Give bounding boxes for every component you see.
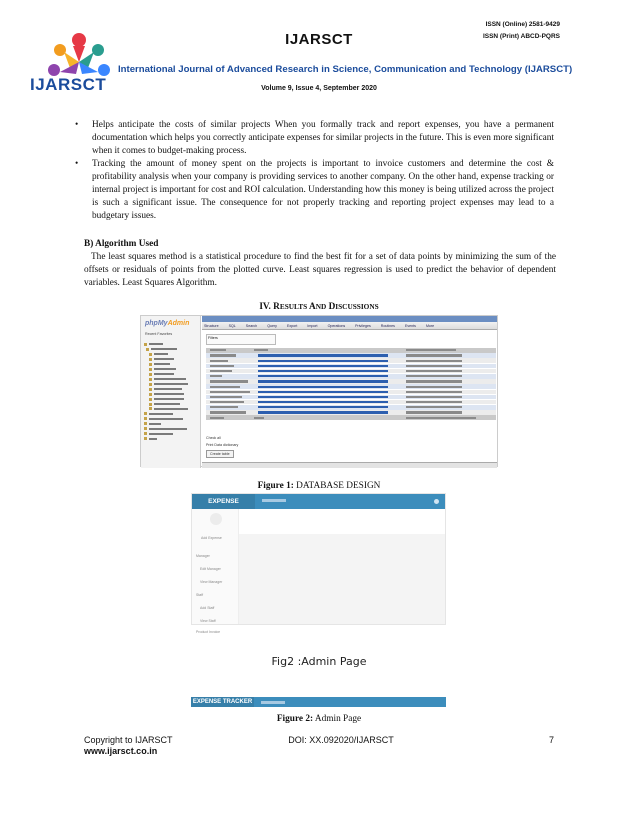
table-row[interactable]	[206, 364, 496, 369]
menu-toggle[interactable]	[261, 701, 285, 704]
table-row	[206, 415, 496, 420]
profile-avatar	[210, 513, 222, 525]
pma-table-list	[206, 348, 496, 421]
section-heading-algorithm: B) Algorithm Used	[84, 239, 159, 249]
sidebar-item-product-invoice[interactable]: Product Invoice	[196, 630, 221, 634]
pma-bottom-actions	[206, 436, 326, 461]
pma-sidebar	[141, 316, 201, 468]
tab-export[interactable]: Export	[286, 324, 298, 328]
pma-db-tree	[144, 342, 200, 442]
table-row[interactable]	[206, 379, 496, 384]
user-avatar-icon[interactable]	[434, 499, 439, 504]
footer-copyright: Copyright to IJARSCT	[84, 735, 173, 745]
expense-tracker-topbar	[192, 494, 445, 509]
figure-2-caption: Figure 2: Admin Page	[276, 714, 362, 724]
footer-doi: DOI: XX.092020/IJARSCT	[288, 735, 394, 745]
pma-main-panel	[202, 316, 497, 468]
sidebar-item-add-expense[interactable]: Add Expense	[201, 536, 222, 540]
tab-import[interactable]: Import	[307, 324, 318, 328]
tab-query[interactable]: Query	[267, 324, 277, 328]
tab-privileges[interactable]: Privileges	[355, 324, 371, 328]
section-paragraph-algorithm: The least squares method is a statistical procedure to find the best fit for a set of data points by minimizing the sum of the offsets or residuals of points from the plotted curve. Least squares regression is used to predict the behavior of dependent variables. Least Squares Algorithm.	[84, 252, 556, 288]
sidebar-item-manager[interactable]: Manager	[196, 554, 210, 558]
figure-2-inline-label: Fig2 :Admin Page	[271, 655, 367, 668]
bullet-item: • Tracking the amount of money spent on the projects is important to invoice customers and determine the cost & profitability analysis when your company is providing services to another company. On the other hand, expense tracking or internal project is important for cost and ROI calculation. Understanding how this money is being utilized across the project is such a significant issue. The consequence for not properly tracking and reporting project expenses may lead to a budgetary issues.	[75, 159, 554, 221]
print-links[interactable]: Print Data dictionary	[206, 443, 239, 447]
figure-1-caption: Figure 1: DATABASE DESIGN	[257, 481, 381, 491]
sidebar-item-view-manager[interactable]: View Manager	[200, 580, 223, 584]
section-heading-results: IV. RESULTS AND DISCUSSIONS	[259, 302, 379, 312]
tab-operations[interactable]: Operations	[327, 324, 346, 328]
tab-more[interactable]: More	[425, 324, 435, 328]
logo-wordmark: IJARSCT	[30, 75, 107, 94]
table-row[interactable]	[206, 405, 496, 410]
pma-recent-favorites: Recent Favorites	[145, 332, 173, 336]
sidebar-item-staff[interactable]: Staff	[196, 593, 204, 597]
bullet-dot-icon: •	[75, 120, 79, 130]
bullet-item: • Helps anticipate the costs of similar projects When you formally track and report expenses, you have a permanent documentation which helps you correctly anticipate expenses for similar projects in the future. This is even more significant when it comes to budget-making process.	[75, 120, 554, 156]
footer-website-link[interactable]: www.ijarsct.co.in	[84, 746, 158, 756]
table-row[interactable]	[206, 384, 496, 389]
sidebar-item-edit-manager[interactable]: Edit Manager	[200, 567, 221, 571]
check-all-link[interactable]: Check all	[206, 436, 221, 440]
tab-search[interactable]: Search	[245, 324, 258, 328]
issn-print: ISSN (Print) ABCD-PQRS	[482, 33, 560, 40]
sidebar-item-view-staff[interactable]: View Staff	[200, 619, 216, 623]
tab-events[interactable]: Events	[404, 324, 416, 328]
figure-admin-page-topbar-strip	[191, 697, 446, 707]
table-row[interactable]	[206, 410, 496, 415]
table-row[interactable]	[206, 395, 496, 400]
sidebar-item-add-staff[interactable]: Add Staff	[200, 606, 215, 610]
menu-toggle[interactable]	[262, 499, 286, 502]
pma-tab-bar	[202, 322, 497, 330]
expense-tracker-brand[interactable]: EXPENSE TRACKER	[192, 699, 253, 705]
table-row[interactable]	[206, 369, 496, 374]
tab-sql[interactable]: SQL	[228, 324, 236, 328]
journal-full-title: International Journal of Advanced Research in Science, Communication and Technology (IJARSCT)	[118, 64, 573, 75]
figure-database-design	[140, 315, 498, 467]
expense-tracker-content	[239, 509, 445, 624]
table-row[interactable]	[206, 353, 496, 358]
expense-tracker-sidebar	[192, 509, 239, 634]
bullet-dot-icon: •	[75, 159, 79, 169]
bullet-list	[75, 119, 554, 223]
tab-routines[interactable]: Routines	[380, 324, 395, 328]
table-row[interactable]	[206, 374, 496, 379]
table-row[interactable]	[206, 400, 496, 405]
journal-short-title: IJARSCT	[285, 31, 353, 48]
table-row	[206, 348, 496, 353]
volume-issue: Volume 9, Issue 4, September 2020	[261, 85, 377, 92]
tab-structure[interactable]: Structure	[204, 324, 219, 328]
pma-filter-box[interactable]: Filters	[206, 334, 276, 345]
figure-admin-page	[191, 493, 446, 634]
table-row[interactable]	[206, 390, 496, 395]
page-number: 7	[548, 735, 554, 745]
expense-tracker-brand[interactable]: EXPENSE	[192, 494, 255, 509]
issn-online: ISSN (Online) 2581-9429	[485, 21, 560, 28]
pma-logo: phpMyAdmin	[145, 320, 190, 327]
table-row[interactable]	[206, 358, 496, 363]
pma-console-bar[interactable]	[202, 462, 497, 468]
create-table-button[interactable]: Create table	[206, 450, 234, 458]
